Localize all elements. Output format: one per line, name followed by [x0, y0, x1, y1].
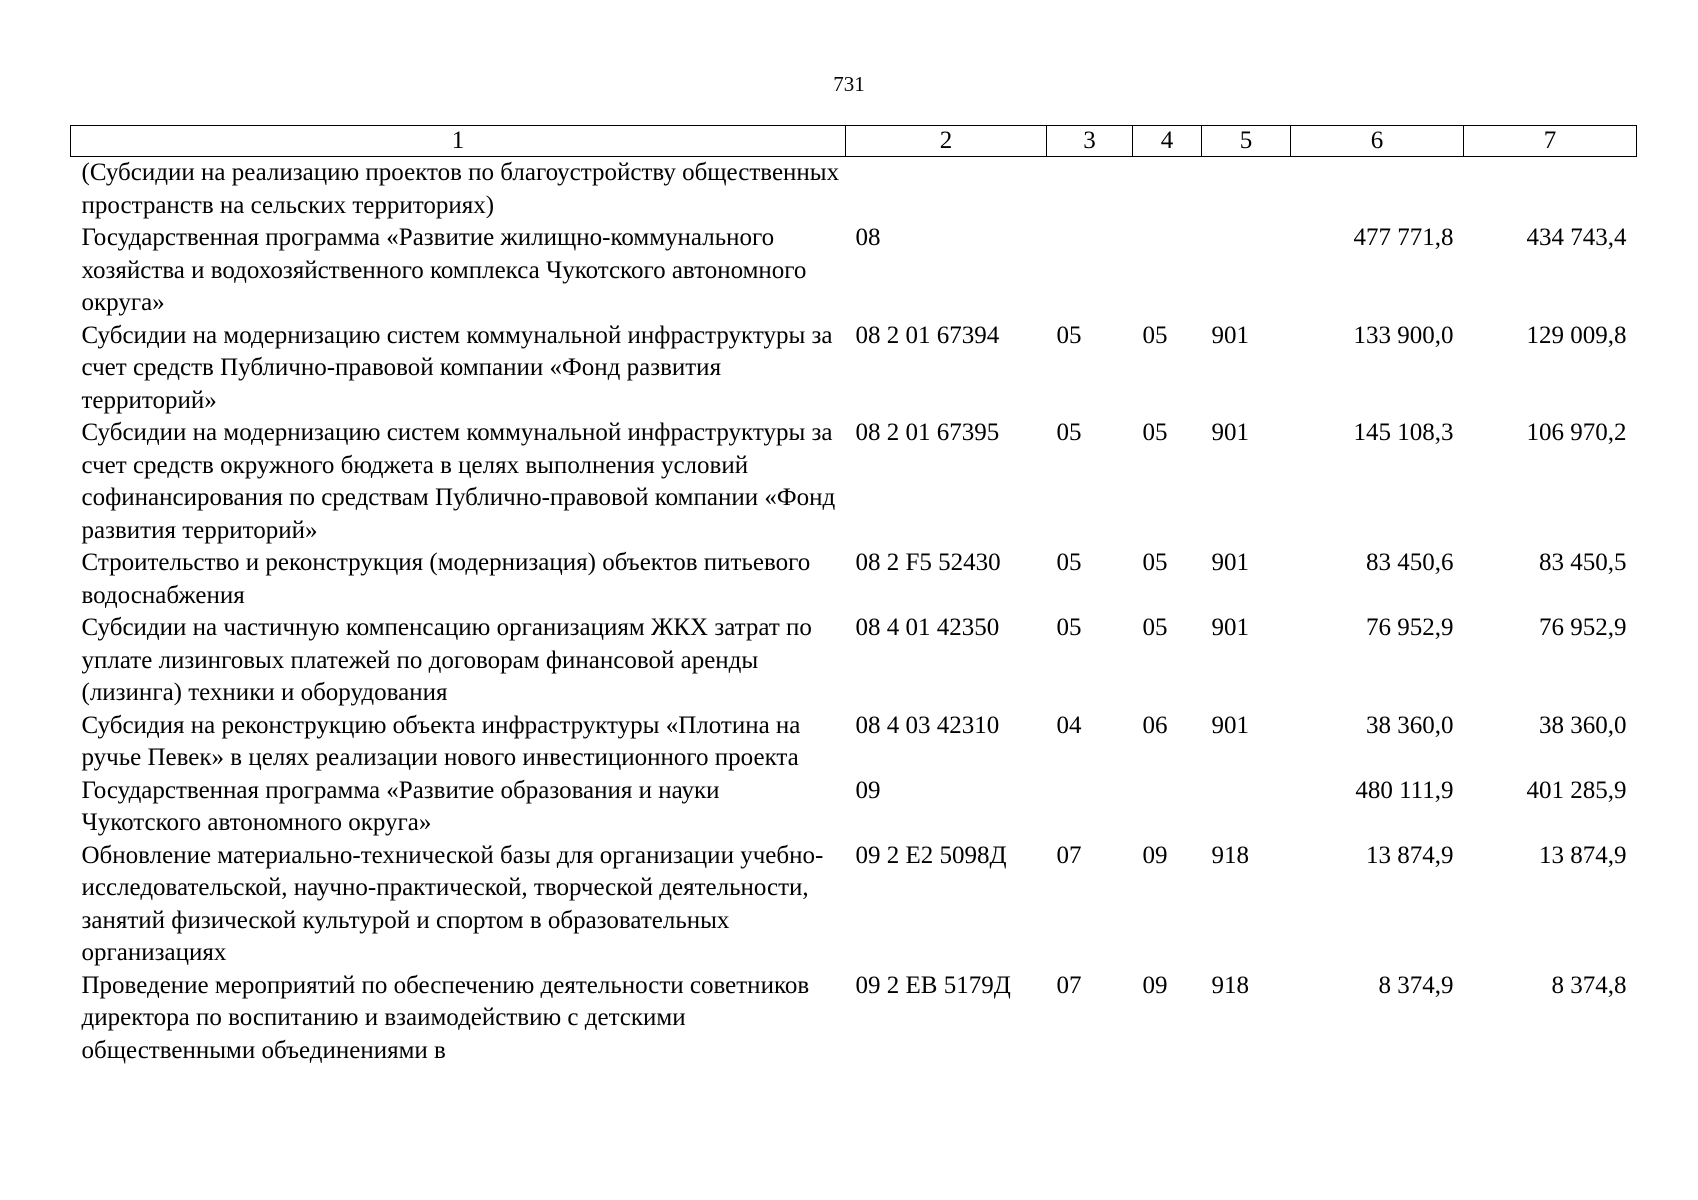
row-value-col7: 13 874,9: [1539, 841, 1627, 869]
row-section-code: 05: [1056, 614, 1082, 641]
row-value-col7: 106 970,2: [1526, 419, 1627, 446]
column-header-1: 1: [71, 126, 846, 157]
row-target-code: 08 2 F5 52430: [855, 549, 1001, 576]
row-target-code: 08 4 01 42350: [855, 614, 1000, 641]
row-target-code: 09: [855, 776, 881, 804]
table-row: [71, 157, 1637, 223]
row-value-col7: [1464, 157, 1637, 223]
table-row: [71, 775, 1637, 840]
row-value-col6: 38 360,0: [1366, 711, 1454, 739]
row-subsection-code: 05: [1142, 419, 1168, 446]
column-header-5: 5: [1202, 126, 1291, 157]
row-target-code: 08 2 01 67395: [855, 419, 1000, 446]
row-target-code: 08 2 01 67394: [855, 321, 1000, 349]
row-subsection-code: 09: [1142, 971, 1168, 999]
row-ministry-code: [1202, 222, 1291, 320]
column-header-6: 6: [1291, 126, 1464, 157]
table-row: [71, 547, 1637, 612]
row-value-col7: 129 009,8: [1526, 321, 1627, 349]
row-target-code: 08 4 03 42310: [855, 711, 1000, 739]
row-value-col7: 401 285,9: [1526, 776, 1627, 804]
row-description: Проведение мероприятий по обеспечению деятельности советников директора по воспитанию и взаимодействию с детскими общественными объединениями в: [81, 971, 810, 1064]
row-description: Обновление материально-технической базы для организации учебно-исследовательской, научно-практической, творческой деятельности, занятий физической культурой и спортом в образовательных организациях: [81, 841, 824, 966]
row-value-col7: 76 952,9: [1539, 614, 1627, 641]
table-row: [71, 417, 1637, 547]
row-value-col6: 145 108,3: [1353, 419, 1454, 446]
row-ministry-code: 918: [1211, 841, 1249, 869]
row-description: (Субсидии на реализацию проектов по благоустройству общественных пространств на сельских территориях): [81, 159, 840, 219]
row-value-col6: 480 111,9: [1355, 776, 1454, 804]
row-value-col6: 133 900,0: [1353, 321, 1454, 349]
table-row: [71, 840, 1637, 970]
row-subsection-code: 05: [1142, 549, 1168, 576]
row-ministry-code: 901: [1211, 549, 1249, 576]
row-description: Субсидии на частичную компенсацию организациям ЖКХ затрат по уплате лизинговых платежей по договорам финансовой аренды (лизинга) техники и оборудования: [81, 614, 812, 706]
table-row: [71, 222, 1637, 320]
row-target-code: 09 2 EВ 5179Д: [855, 971, 1011, 999]
row-section-code: [1047, 157, 1133, 223]
table-body: [71, 157, 1637, 1068]
row-target-code: [846, 157, 1047, 223]
row-section-code: 05: [1056, 321, 1082, 349]
row-ministry-code: [1202, 775, 1291, 840]
row-ministry-code: [1202, 157, 1291, 223]
row-ministry-code: 901: [1211, 614, 1249, 641]
table-row: [71, 710, 1637, 775]
row-section-code: 04: [1056, 711, 1082, 739]
row-value-col7: 83 450,5: [1539, 549, 1627, 576]
row-ministry-code: 901: [1211, 711, 1249, 739]
table-row: [71, 970, 1637, 1068]
row-description: Субсидия на реконструкцию объекта инфраструктуры «Плотина на ручье Певек» в целях реализации нового инвестиционного проекта: [81, 711, 801, 771]
row-value-col6: 477 771,8: [1353, 224, 1454, 251]
table-row: [71, 612, 1637, 710]
row-subsection-code: [1133, 775, 1202, 840]
row-target-code: 08: [855, 224, 881, 251]
row-ministry-code: 901: [1211, 321, 1249, 349]
row-section-code: 05: [1056, 419, 1082, 446]
row-value-col6: 8 374,9: [1378, 971, 1454, 999]
row-description: Государственная программа «Развитие образования и науки Чукотского автономного округа»: [81, 776, 720, 836]
budget-table: [70, 125, 1637, 1067]
row-description: Строительство и реконструкция (модернизация) объектов питьевого водоснабжения: [81, 549, 811, 609]
row-section-code: [1047, 222, 1133, 320]
column-header-3: 3: [1047, 126, 1133, 157]
row-value-col7: 38 360,0: [1539, 711, 1627, 739]
row-subsection-code: [1133, 222, 1202, 320]
column-header-4: 4: [1133, 126, 1202, 157]
row-subsection-code: 05: [1142, 614, 1168, 641]
row-subsection-code: 09: [1142, 841, 1168, 869]
row-section-code: [1047, 775, 1133, 840]
header-row: [71, 126, 1637, 157]
row-value-col7: 434 743,4: [1526, 224, 1627, 251]
row-ministry-code: 901: [1211, 419, 1249, 446]
row-subsection-code: 05: [1142, 321, 1168, 349]
row-value-col7: 8 374,8: [1551, 971, 1627, 999]
row-value-col6: 83 450,6: [1366, 549, 1454, 576]
row-section-code: 07: [1056, 971, 1082, 999]
row-value-col6: [1291, 157, 1464, 223]
row-description: Государственная программа «Развитие жилищно-коммунального хозяйства и водохозяйственного комплекса Чукотского автономного округа»: [81, 224, 807, 316]
table-header: [71, 126, 1637, 157]
row-subsection-code: [1133, 157, 1202, 223]
column-header-7: 7: [1464, 126, 1637, 157]
row-value-col6: 13 874,9: [1366, 841, 1454, 869]
row-section-code: 07: [1056, 841, 1082, 869]
page-number: 731: [833, 72, 865, 96]
row-subsection-code: 06: [1142, 711, 1168, 739]
row-description: Субсидии на модернизацию систем коммунальной инфраструктуры за счет средств Публично-правовой компании «Фонд развития территорий»: [81, 321, 833, 414]
row-target-code: 09 2 E2 5098Д: [855, 841, 1007, 869]
table-row: [71, 320, 1637, 418]
row-section-code: 05: [1056, 549, 1082, 576]
row-value-col6: 76 952,9: [1366, 614, 1454, 641]
column-header-2: 2: [846, 126, 1047, 157]
row-ministry-code: 918: [1211, 971, 1249, 999]
row-description: Субсидии на модернизацию систем коммунальной инфраструктуры за счет средств окружного бюджета в целях выполнения условий софинансирования по средствам Публично-правовой компании «Фонд развития территорий»: [81, 419, 836, 544]
